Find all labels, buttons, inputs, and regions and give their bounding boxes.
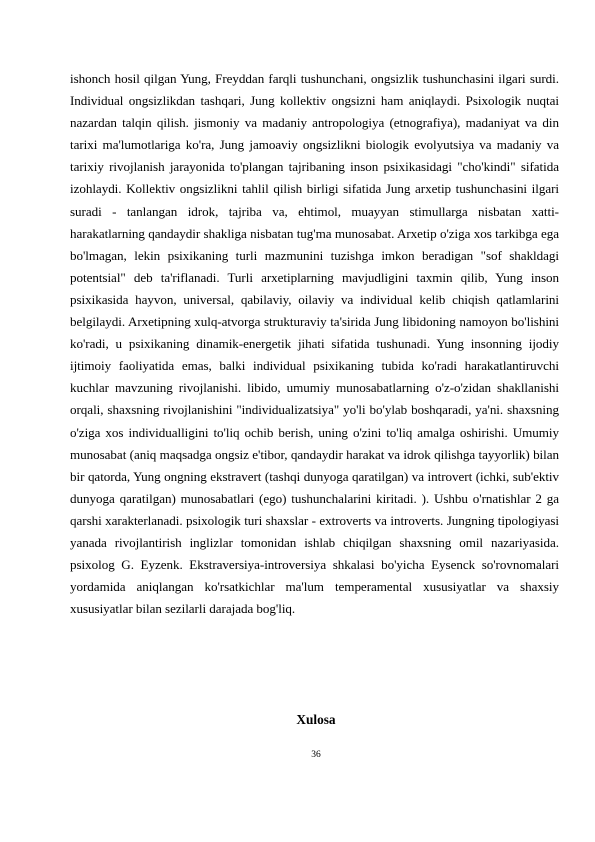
body-paragraph: ishonch hosil qilgan Yung, Freyddan farqli tushunchani, ongsizlik tushunchasini ilgari surdi. Individual ongsizlikdan tashqari, Jung kollektiv ongsizni ham aniqlaydi. Psixologik nuqtai nazardan talqin qilish. jismoniy va madaniy antropologiya (etnografiya), madaniyat va din tarixi ma'lumotlariga ko'ra, Jung jamoaviy ongsizlikni biologik evolyutsiya va madaniy va tarixiy rivojlanish jarayonida to'plangan tajribaning inson psixikasidagi "cho'kindi" sifatida izohlaydi. Kollektiv ongsizlikni tahlil qilish birligi sifatida Jung arxetip tushunchasini ilgari suradi - tanlangan idrok, tajriba va, ehtimol, muayyan stimullarga nisbatan xatti-harakatlarning qandaydir shakliga nisbatan tug'ma munosabat. Arxetip o'ziga xos tarkibga ega bo'lmagan, lekin psixikaning turli mazmunini tuzishga imkon beradigan "sof shakldagi potentsial" deb ta'riflanadi. Turli arxetiplarning mavjudligini taxmin qilib, Yung inson psixikasida hayvon, universal, qabilaviy, oilaviy va individual kelib chiqish qatlamlarini belgilaydi. Arxetipning xulq-atvorga strukturaviy ta'sirida Jung libidoning namoyon bo'lishini ko'radi, u psixikaning dinamik-energetik jihati sifatida tushunadi. Yung insonning ijodiy ijtimoiy faoliyatida emas, balki individual psixikaning tubida ko'radi harakatlantiruvchi kuchlar mavzuning rivojlanishi. libido, umumiy munosabatlarning o'z-o'zidan shakllanishi orqali, shaxsning rivojlanishini "individualizatsiya" yo'li bo'ylab boshqaradi, ya'ni. shaxsning o'ziga xos individualligini to'liq ochib berish, uning o'zini to'liq amalga oshirishi. Umumiy munosabat (aniq maqsadga ongsiz e'tibor, qandaydir harakat va idrok qilishga tayyorlik) bilan bir qatorda, Yung ongning ekstravert (tashqi dunyoga qaratilgan) va introvert (ichki, sub'ektiv dunyoga qaratilgan) munosabatlari (ego) tushunchalarini kiritadi. ). Ushbu o'rnatishlar 2 ga qarshi xarakterlanadi. psixologik turi shaxslar - extroverts va introverts. Jungning tipologiyasi yanada rivojlantirish inglizlar tomonidan ishlab chiqilgan shaxsning omil nazariyasida. psixolog G. Eyzenk. Ekstraversiya-introversiya shkalasi bo'yicha Eysenck so'rovnomalari yordamida aniqlangan ko'rsatkichlar ma'lum temperamental xususiyatlar va shaxsiy xususiyatlar bilan sezilarli darajada bog'liq.	[70, 71, 559, 617]
page-number: 36	[311, 750, 321, 760]
section-heading: Xulosa	[296, 712, 336, 727]
